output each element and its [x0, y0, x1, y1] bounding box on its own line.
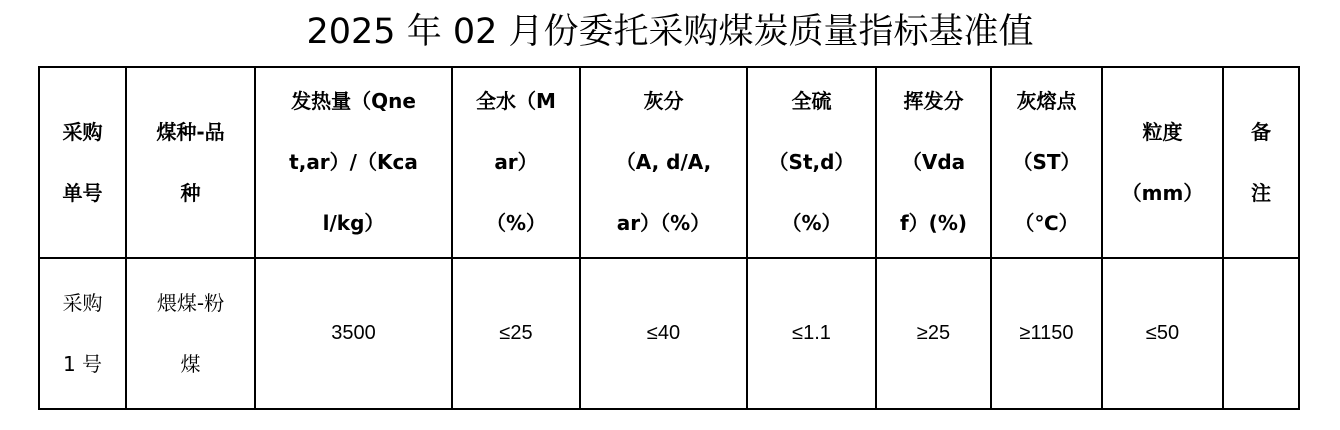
header-coal-type: [126, 67, 255, 258]
cell-line: 煤: [180, 351, 201, 376]
cell-calorific: 3500: [255, 258, 452, 409]
header-row: [39, 67, 1299, 258]
header-line: 灰熔点: [1016, 89, 1077, 113]
cell-order-no: [39, 258, 126, 409]
cell-sulfur: ≤1.1: [747, 258, 876, 409]
header-line: 灰分: [643, 89, 684, 113]
header-sulfur: [747, 67, 876, 258]
cell-line: 1 号: [62, 351, 103, 376]
header-line: 发热量（Qne: [291, 89, 416, 113]
cell-granularity: ≤50: [1102, 258, 1223, 409]
table-row: [39, 258, 1299, 409]
cell-moisture: ≤25: [452, 258, 580, 409]
header-ash-fusion: [991, 67, 1102, 258]
header-granularity: [1102, 67, 1223, 258]
header-line: 粒度: [1142, 119, 1183, 144]
cell-ash: ≤40: [580, 258, 747, 409]
header-order-no: [39, 67, 126, 258]
coal-quality-table: [38, 66, 1300, 410]
header-remark: [1223, 67, 1299, 258]
header-line: ar）（%）: [616, 211, 711, 235]
header-line: ar）: [494, 150, 538, 174]
header-line: 挥发分: [903, 89, 964, 113]
cell-ash-fusion: ≥1150: [991, 258, 1102, 409]
header-line: （Vda: [901, 150, 966, 174]
header-line: 备: [1251, 119, 1271, 144]
header-line: 种: [180, 180, 201, 205]
cell-line: 采购: [62, 290, 103, 315]
header-line: t,ar）/（Kca: [289, 150, 418, 174]
cell-coal-type: [126, 258, 255, 409]
header-line: 单号: [62, 180, 103, 205]
header-line: （St,d）: [768, 150, 855, 174]
header-ash: [580, 67, 747, 258]
header-line: （A, d/A,: [615, 150, 712, 174]
header-calorific: [255, 67, 452, 258]
header-line: （%）: [485, 211, 547, 235]
header-line: 注: [1251, 180, 1271, 205]
cell-remark: [1223, 258, 1299, 409]
header-line: 全水（M: [476, 89, 556, 113]
cell-volatile: ≥25: [876, 258, 991, 409]
header-moisture: [452, 67, 580, 258]
header-volatile: [876, 67, 991, 258]
header-line: 全硫: [791, 89, 832, 113]
document-title: 2025 年 02 月份委托采购煤炭质量指标基准值: [306, 12, 1034, 52]
header-line: l/kg）: [322, 211, 385, 235]
header-line: （ST）: [1012, 150, 1081, 174]
header-line: f）(%): [899, 211, 968, 235]
cell-line: 煨煤-粉: [156, 290, 225, 315]
header-line: （%）: [781, 211, 842, 235]
header-line: 煤种-品: [156, 119, 225, 144]
header-line: （mm）: [1121, 180, 1204, 205]
header-line: 采购: [62, 119, 103, 144]
header-line: （℃）: [1014, 211, 1079, 235]
